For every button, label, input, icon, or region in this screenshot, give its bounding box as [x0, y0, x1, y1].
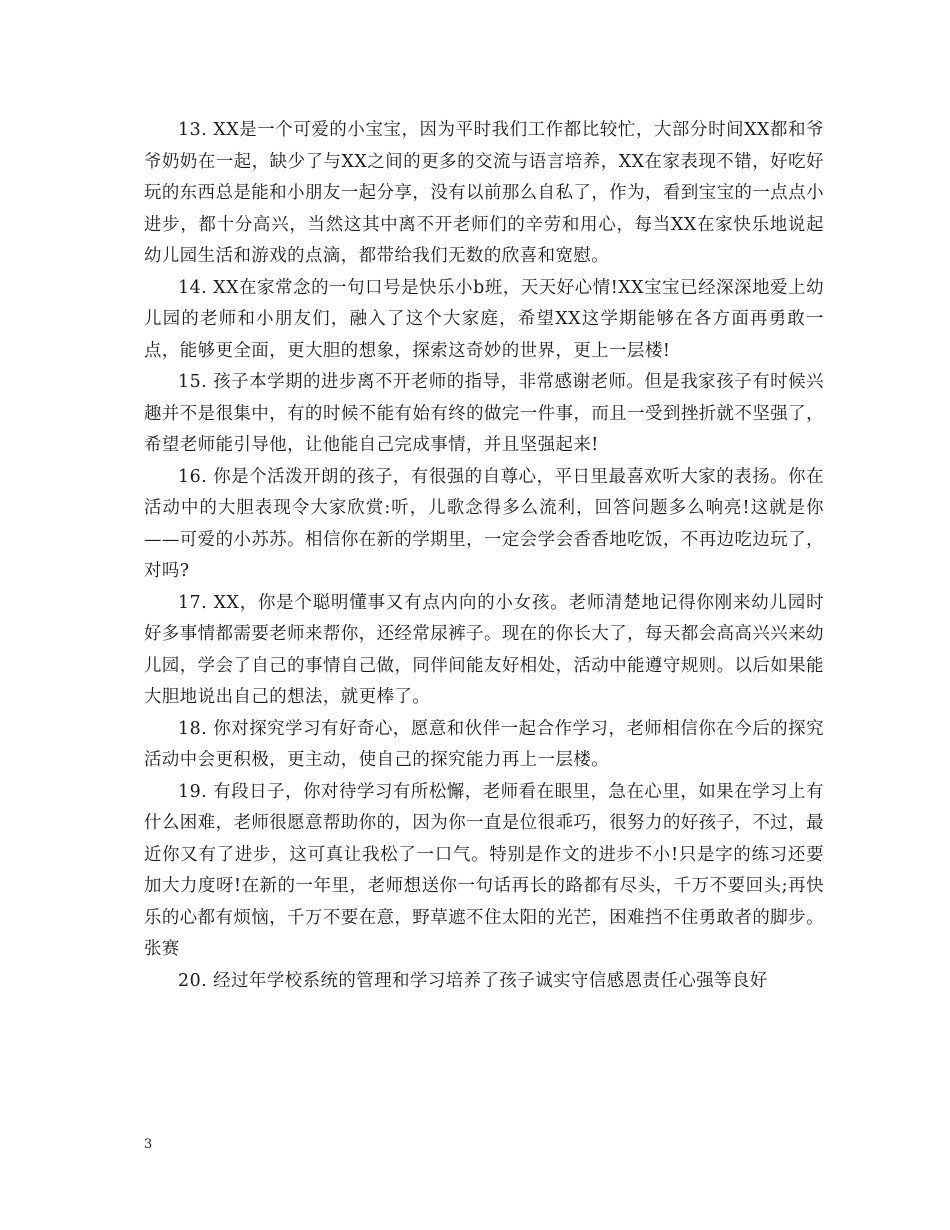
paragraph-20: 20. 经过年学校系统的管理和学习培养了孩子诚实守信感恩责任心强等良好	[178, 970, 768, 991]
paragraph-19: 19. 有段日子，你对待学习有所松懈，老师看在眼里，急在心里，如果在学习上有什么困难，老师很愿意帮助你的，因为你一直是位很乖巧，很努力的好孩子，不过，最近你又有了进步，这可真让我松了一口气。特别是作文的进步不小!只是字的练习还要加大力度呀!在新的一年里，老师想送你一句话再长的路都有尽头，千万不要回头;再快乐的心都有烦恼，千万不要在意，野草遮不住太阳的光芒，困难挡不住勇敢者的脚步。张赛	[144, 781, 824, 959]
paragraph-18: 18. 你对探究学习有好奇心，愿意和伙伴一起合作学习，老师相信你在今后的探究活动中会更积极，更主动，使自己的探究能力再上一层楼。	[144, 718, 824, 770]
document-body	[144, 115, 824, 997]
paragraph-13: 13. XX是一个可爱的小宝宝，因为平时我们工作都比较忙，大部分时间XX都和爷爷奶奶在一起，缺少了与XX之间的更多的交流与语言培养，XX在家表现不错，好吃好玩的东西总是能和小朋友一起分享，没有以前那么自私了，作为，看到宝宝的一点点小进步，都十分高兴，当然这其中离不开老师们的辛劳和用心，每当XX在家快乐地说起幼儿园生活和游戏的点滴，都带给我们无数的欣喜和宽慰。	[144, 120, 824, 266]
paragraph-16: 16. 你是个活泼开朗的孩子，有很强的自尊心，平日里最喜欢听大家的表扬。你在活动中的大胆表现令大家欣赏:听，儿歌念得多么流利，回答问题多么响亮!这就是你——可爱的小苏苏。相信你在新的学期里，一定会学会香香地吃饭，不再边吃边玩了，对吗?	[144, 466, 824, 581]
paragraph-14: 14. XX在家常念的一句口号是快乐小b班，天天好心情!XX宝宝已经深深地爱上幼儿园的老师和小朋友们，融入了这个大家庭，希望XX这学期能够在各方面再勇敢一点，能够更全面，更大胆的想象，探索这奇妙的世界，更上一层楼!	[144, 277, 824, 361]
page-number: 3	[144, 1137, 153, 1152]
paragraph-15: 15. 孩子本学期的进步离不开老师的指导，非常感谢老师。但是我家孩子有时候兴趣并不是很集中，有的时候不能有始有终的做完一件事，而且一受到挫折就不坚强了，希望老师能引导他，让他能自己完成事情，并且坚强起来!	[144, 372, 824, 455]
paragraph-17: 17. XX，你是个聪明懂事又有点内向的小女孩。老师清楚地记得你刚来幼儿园时好多事情都需要老师来帮你，还经常尿裤子。现在的你长大了，每天都会高高兴兴来幼儿园，学会了自己的事情自己做，同伴间能友好相处，活动中能遵守规则。以后如果能大胆地说出自己的想法，就更棒了。	[144, 592, 824, 707]
